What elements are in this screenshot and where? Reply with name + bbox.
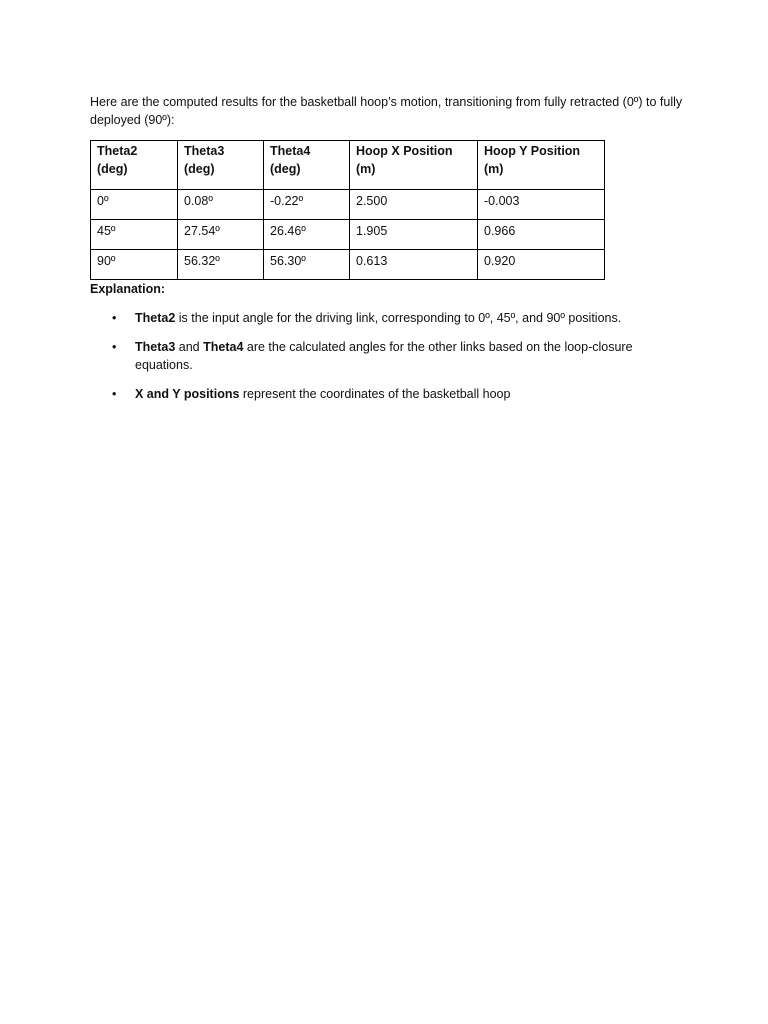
table-row	[91, 220, 605, 250]
header-theta3	[178, 141, 264, 190]
explanation-list	[90, 309, 650, 414]
header-theta2-line1: Theta2	[97, 144, 138, 158]
list-item-text: is the input angle for the driving link, corresponding to 0º, 45º, and 90º positions.	[175, 311, 622, 325]
explanation-heading: Explanation:	[90, 282, 166, 296]
table-row	[91, 250, 605, 280]
cell-hoop-x: 2.500	[350, 190, 478, 220]
header-hoop-x	[350, 141, 478, 190]
cell-theta4: 26.46º	[264, 220, 350, 250]
header-theta4-line1: Theta4	[270, 144, 311, 158]
header-hoop-y	[478, 141, 605, 190]
header-theta4	[264, 141, 350, 190]
cell-theta3: 0.08º	[178, 190, 264, 220]
cell-theta2: 45º	[91, 220, 178, 250]
cell-theta2: 90º	[91, 250, 178, 280]
header-theta2	[91, 141, 178, 190]
header-theta3-label: Theta3 (deg)	[184, 144, 225, 176]
list-item	[90, 385, 650, 403]
cell-hoop-y: 0.966	[478, 220, 605, 250]
header-theta2-line2: (deg)	[97, 162, 128, 176]
list-item-term: Theta2	[135, 311, 176, 325]
cell-theta2: 0º	[91, 190, 178, 220]
list-item-text: and	[175, 340, 204, 354]
header-theta4-line2: (deg)	[270, 162, 301, 176]
list-item-text: are the calculated angles for the other links based on the loop-closure equations.	[135, 340, 633, 372]
cell-hoop-x: 1.905	[350, 220, 478, 250]
cell-theta3: 27.54º	[178, 220, 264, 250]
list-item-text: represent the coordinates of the basketball hoop	[239, 387, 511, 401]
bullet-icon: •	[112, 311, 117, 325]
cell-theta4: 56.30º	[264, 250, 350, 280]
cell-hoop-y: 0.920	[478, 250, 605, 280]
table-header-row	[91, 141, 605, 190]
table-row	[91, 190, 605, 220]
header-hoop-y-label: Hoop Y Position (m)	[484, 144, 581, 176]
list-item	[90, 338, 650, 374]
intro-paragraph: Here are the computed results for the basketball hoop’s motion, transitioning from fully retracted (0º) to fully deployed (90º):	[90, 95, 683, 127]
header-hoop-x-label: Hoop X Position (m)	[356, 144, 453, 176]
results-table	[90, 140, 605, 280]
list-item-term: X and Y positions	[135, 387, 240, 401]
bullet-icon: •	[112, 387, 117, 401]
list-item	[90, 309, 650, 327]
cell-hoop-x: 0.613	[350, 250, 478, 280]
list-item-term: Theta3	[135, 340, 176, 354]
cell-theta3: 56.32º	[178, 250, 264, 280]
bullet-icon: •	[112, 340, 117, 354]
list-item-term: Theta4	[203, 340, 244, 354]
cell-theta4: -0.22º	[264, 190, 350, 220]
cell-hoop-y: -0.003	[478, 190, 605, 220]
